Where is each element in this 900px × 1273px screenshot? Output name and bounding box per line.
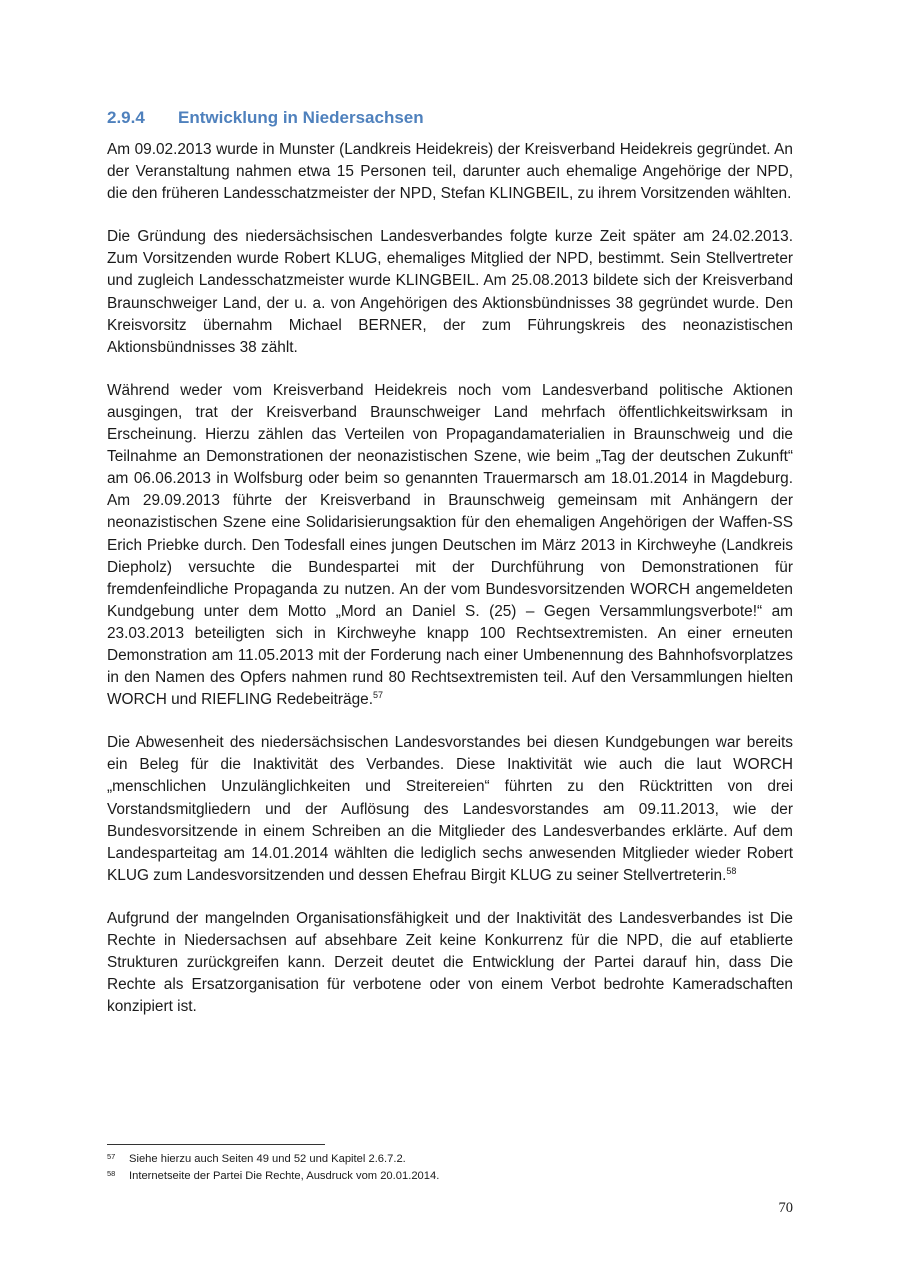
footnote: [107, 1151, 793, 1168]
footnote-divider: [107, 1144, 325, 1145]
footnote-reference[interactable]: 58: [726, 865, 737, 876]
paragraph-text: Am 09.02.2013 wurde in Munster (Landkreis Heidekreis) der Kreisverband Heidekreis gegründet. An der Veranstaltung nahmen etwa 15 Personen teil, darunter auch ehemalige Angehörige der NPD, die den früheren Landesschatzmeister der NPD, Stefan KLINGBEIL, zu ihrem Vorsitzenden wählten.: [107, 141, 793, 203]
section-title: Entwicklung in Niedersachsen: [178, 108, 424, 127]
page-number: 70: [778, 1200, 793, 1216]
paragraph-text: Die Gründung des niedersächsischen Landesverbandes folgte kurze Zeit später am 24.02.2013. Zum Vorsitzenden wurde Robert KLUG, ehemaliges Mitglied der NPD, bestimmt. Sein Stellvertreter und zugleich Landesschatzmeister wurde KLINGBEIL. Am 25.08.2013 bildete sich der Kreisverband Braunschweiger Land, der u. a. von Angehörigen des Aktionsbündnisses 38 gegründet wurde. Den Kreisvorsitz übernahm Michael BERNER, der zum Führungskreis des neonazistischen Aktionsbündnisses 38 zählt.: [107, 228, 793, 356]
footnote-number: 57: [107, 1152, 116, 1161]
paragraph: [107, 139, 793, 205]
footnote-reference[interactable]: 57: [373, 690, 384, 701]
paragraph-text: Die Abwesenheit des niedersächsischen Landesvorstandes bei diesen Kundgebungen war bereits ein Beleg für die Inaktivität des Verbandes. Diese Inaktivität wie auch die laut WORCH „menschlichen Unzulänglichkeiten und Streitereien“ führten zu den Rücktritten von drei Vorstandsmitgliedern und der Auflösung des Landesvorstandes am 09.11.2013, wie der Bundesvorsitzende in einem Schreiben an die Mitglieder des Landesverbandes erklärte. Auf dem Landesparteitag am 14.01.2014 wählten die lediglich sechs anwesenden Mitglieder wieder Robert KLUG zum Landesvorsitzenden und dessen Ehefrau Birgit KLUG zu seiner Stellvertreterin.: [107, 734, 793, 884]
footnote-text: Siehe hierzu auch Seiten 49 und 52 und Kapitel 2.6.7.2.: [129, 1153, 406, 1165]
section-heading: [107, 108, 797, 128]
footnote-text: Internetseite der Partei Die Rechte, Ausdruck vom 20.01.2014.: [129, 1170, 440, 1182]
paragraph-text: Während weder vom Kreisverband Heidekreis noch vom Landesverband politische Aktionen ausgingen, trat der Kreisverband Braunschweiger Land mehrfach öffentlichkeitswirksam in Erscheinung. Hierzu zählen das Verteilen von Propagandamaterialien in Braunschweig und die Teilnahme an Demonstrationen der neonazistischen Szene, wie beim „Tag der deutschen Zukunft“ am 06.06.2013 in Wolfsburg oder beim so genannten Trauermarsch am 18.01.2014 in Magdeburg. Am 29.09.2013 führte der Kreisverband in Braunschweig gemeinsam mit Anhängern der neonazistischen Szene eine Solidarisierungsaktion für den ehemaligen Angehörigen der Waffen-SS Erich Priebke durch. Den Todesfall eines jungen Deutschen im März 2013 in Kirchweyhe (Landkreis Diepholz) versuchte die Bundespartei mit der Durchführung von Demonstrationen für fremdenfeindliche Propaganda zu nutzen. An der vom Bundesvorsitzenden WORCH angemeldeten Kundgebung unter dem Motto „Mord an Daniel S. (25) – Gegen Versammlungsverbote!“ am 23.03.2013 beteiligten sich in Kirchweyhe knapp 100 Rechtsextremisten. An einer erneuten Demonstration am 11.05.2013 mit der Forderung nach einer Umbenennung des Bahnhofsvorplatzes in den Namen des Opfers nahmen rund 80 Rechtsextremisten teil. Auf den Versammlungen hielten WORCH und RIEFLING Redebeiträge.: [107, 381, 793, 709]
paragraph: [107, 908, 793, 1018]
paragraph: [107, 380, 793, 711]
paragraph: [107, 732, 793, 887]
footnote-number: 58: [107, 1169, 116, 1178]
footnote: [107, 1168, 793, 1185]
section-number: 2.9.4: [107, 108, 145, 127]
footnotes: [107, 1151, 793, 1185]
body-text: [107, 139, 793, 1039]
paragraph-text: Aufgrund der mangelnden Organisationsfähigkeit und der Inaktivität des Landesverbandes ist Die Rechte in Niedersachsen auf absehbare Zeit keine Konkurrenz für die NPD, die auf etablierte Strukturen zurückgreifen kann. Derzeit deutet die Entwicklung der Partei darauf hin, dass Die Rechte als Ersatzorganisation für verbotene oder von einem Verbot bedrohte Kameradschaften konzipiert ist.: [107, 909, 793, 1016]
paragraph: [107, 226, 793, 359]
